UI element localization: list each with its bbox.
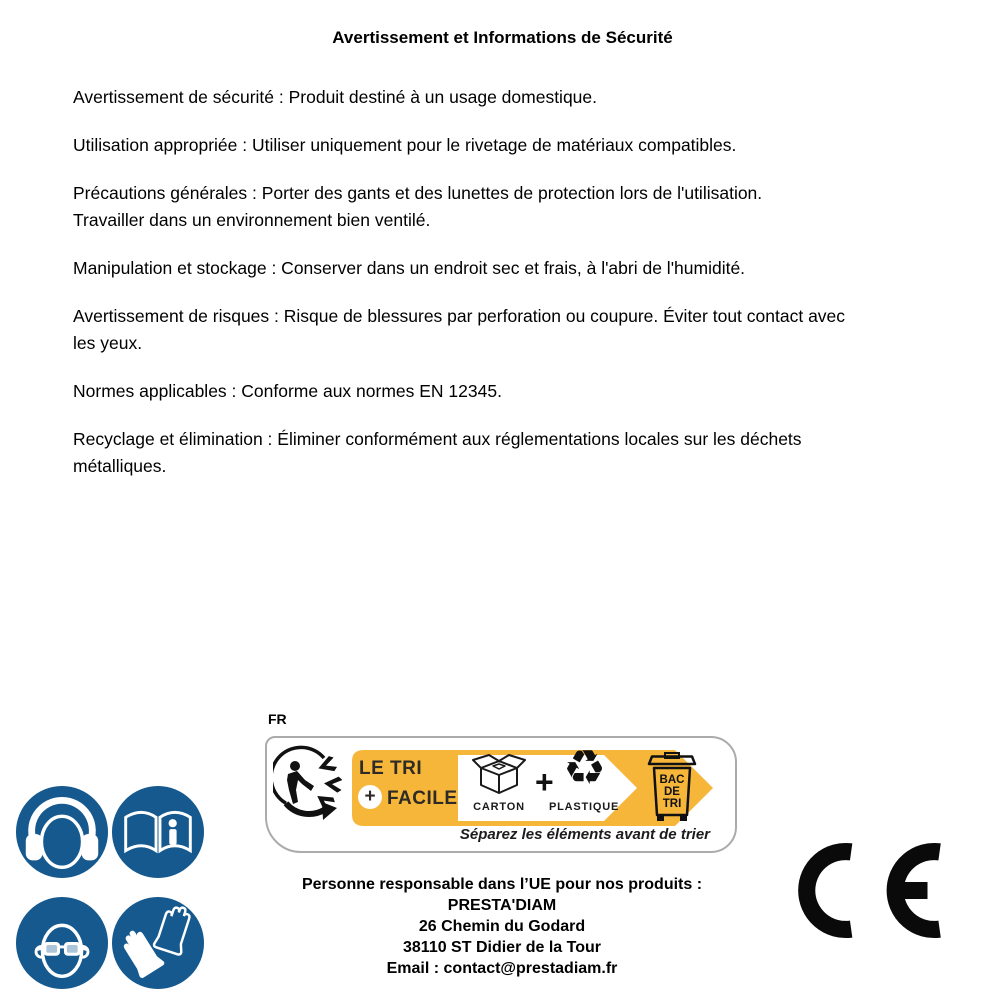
responsible-person-block <box>252 874 752 979</box>
paragraph <box>73 132 983 159</box>
wear-protective-gloves-icon <box>111 896 205 990</box>
wear-eye-protection-icon <box>15 896 109 990</box>
paragraph-line: Recyclage et élimination : Éliminer conformément aux réglementations locales sur les déchets <box>73 429 802 449</box>
paragraph-line: Précautions générales : Porter des gants et des lunettes de protection lors de l'utilisation. <box>73 183 763 203</box>
bin-label-line: TRI <box>662 798 682 810</box>
ce-marking-icon <box>797 842 942 944</box>
wear-ear-protection-icon <box>15 785 109 879</box>
carton-box-icon <box>470 752 528 798</box>
paragraph <box>73 255 983 282</box>
sorting-bin-icon <box>647 752 697 824</box>
plastique-label: PLASTIQUE <box>549 801 620 813</box>
bin-label-line: DE <box>664 786 680 798</box>
plus-separator: + <box>535 764 554 800</box>
paragraph <box>73 426 983 480</box>
paragraph <box>73 378 983 405</box>
paragraph-line: Avertissement de sécurité : Produit destiné à un usage domestique. <box>73 87 598 107</box>
paragraph-line: les yeux. <box>73 333 143 353</box>
recycling-sorting-banner <box>265 736 737 853</box>
paragraph-line: Utilisation appropriée : Utiliser uniquement pour le rivetage de matériaux compatibles. <box>73 135 737 155</box>
paragraph <box>73 303 983 357</box>
sorting-instruction: Séparez les éléments avant de trier <box>459 826 710 843</box>
email-line: Email : contact@prestadiam.fr <box>386 960 618 977</box>
read-instruction-manual-icon <box>111 785 205 879</box>
address-line: 26 Chemin du Godard <box>418 918 586 935</box>
company-name: PRESTA'DIAM <box>447 897 557 914</box>
safety-paragraphs <box>73 84 983 501</box>
country-code-label: FR <box>268 711 287 727</box>
contact-line: Personne responsable dans l’UE pour nos produits : <box>301 876 703 893</box>
page-title: Avertissement et Informations de Sécurité <box>332 28 673 47</box>
banner-headline-line1: LE TRI <box>359 758 423 779</box>
plastic-recycling-icon: ♻ <box>563 742 607 795</box>
paragraph-line: Avertissement de risques : Risque de blessures par perforation ou coupure. Éviter tout contact avec <box>73 306 846 326</box>
paragraph-line: Manipulation et stockage : Conserver dans un endroit sec et frais, à l'abri de l'humidité. <box>73 258 746 278</box>
carton-label: CARTON <box>473 801 525 813</box>
bin-label-line: BAC <box>659 774 685 786</box>
triman-recycling-icon <box>273 742 347 828</box>
address-line: 38110 ST Didier de la Tour <box>403 939 601 956</box>
paragraph-line: Normes applicables : Conforme aux normes EN 12345. <box>73 381 502 401</box>
paragraph <box>73 84 983 111</box>
paragraph-line: métalliques. <box>73 456 167 476</box>
paragraph-line: Travailler dans un environnement bien ventilé. <box>73 210 431 230</box>
paragraph <box>73 180 983 234</box>
banner-headline-line2: FACILE <box>387 788 458 809</box>
plus-circle-icon: + <box>358 785 382 809</box>
